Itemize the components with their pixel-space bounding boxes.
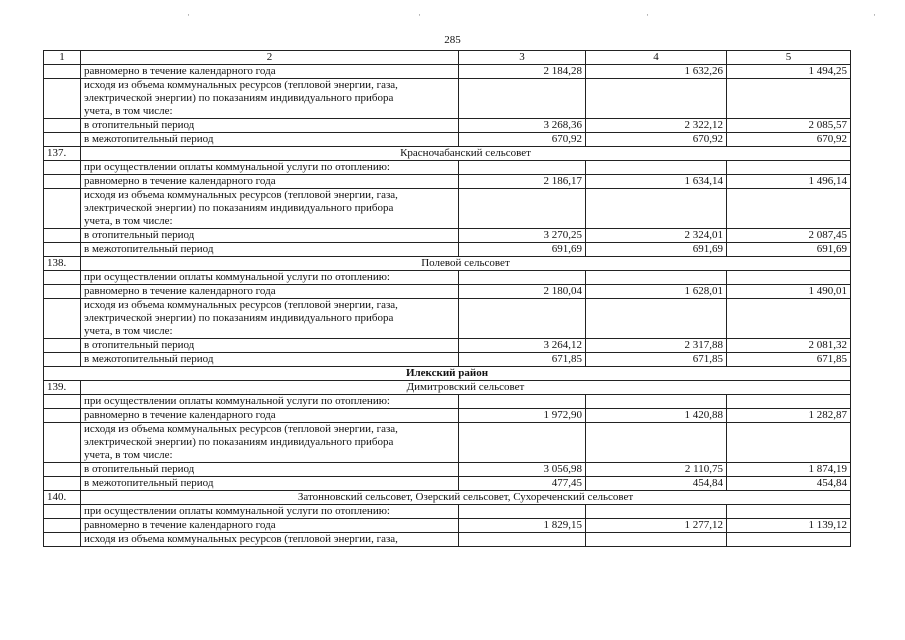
row-label: в отопительный период	[81, 339, 459, 353]
row-number-cell	[44, 409, 81, 423]
value-cell-empty	[727, 423, 851, 463]
value-cell: 1 829,15	[459, 519, 586, 533]
column-header: 5	[727, 51, 851, 65]
value-cell-empty	[459, 189, 586, 229]
table-row	[44, 229, 851, 243]
value-cell: 1 420,88	[586, 409, 727, 423]
value-cell-empty	[586, 299, 727, 339]
table-row	[44, 119, 851, 133]
value-cell: 671,85	[459, 353, 586, 367]
row-label-multiline	[81, 423, 459, 463]
label-line: исходя из объема коммунальных ресурсов (тепловой энергии, газа,	[84, 189, 398, 201]
tariff-table	[43, 50, 851, 547]
row-number-cell	[44, 423, 81, 463]
table-row	[44, 409, 851, 423]
value-cell: 2 110,75	[586, 463, 727, 477]
column-header: 2	[81, 51, 459, 65]
value-cell-empty	[459, 161, 586, 175]
row-label-multiline	[81, 79, 459, 119]
label-line: электрической энергии) по показаниям индивидуального прибора	[84, 312, 394, 324]
row-number-cell	[44, 519, 81, 533]
value-cell-empty	[727, 533, 851, 547]
table-row	[44, 463, 851, 477]
value-cell-empty	[459, 395, 586, 409]
label-line: исходя из объема коммунальных ресурсов (тепловой энергии, газа,	[84, 79, 398, 91]
table-row	[44, 285, 851, 299]
label-line: учета, в том числе:	[84, 105, 173, 117]
row-number-cell	[44, 339, 81, 353]
row-label: равномерно в течение календарного года	[81, 175, 459, 189]
value-cell: 691,69	[459, 243, 586, 257]
column-header: 4	[586, 51, 727, 65]
label-line: электрической энергии) по показаниям индивидуального прибора	[84, 202, 394, 214]
value-cell-empty	[727, 395, 851, 409]
row-number-cell	[44, 243, 81, 257]
table-row	[44, 175, 851, 189]
value-cell-empty	[727, 189, 851, 229]
label-line: исходя из объема коммунальных ресурсов (тепловой энергии, газа,	[84, 299, 398, 311]
district-title: Илекский район	[44, 367, 851, 381]
value-cell: 670,92	[727, 133, 851, 147]
row-label-multiline	[81, 189, 459, 229]
section-number: 137.	[44, 147, 81, 161]
table-row-label	[44, 271, 851, 285]
row-number-cell	[44, 189, 81, 229]
row-label: при осуществлении оплаты коммунальной услуги по отоплению:	[81, 505, 459, 519]
row-label: при осуществлении оплаты коммунальной услуги по отоплению:	[81, 271, 459, 285]
table-row	[44, 65, 851, 79]
row-label: в отопительный период	[81, 463, 459, 477]
section-number: 138.	[44, 257, 81, 271]
value-cell: 1 874,19	[727, 463, 851, 477]
value-cell: 2 322,12	[586, 119, 727, 133]
table-row	[44, 243, 851, 257]
column-header: 1	[44, 51, 81, 65]
value-cell: 2 180,04	[459, 285, 586, 299]
value-cell: 1 972,90	[459, 409, 586, 423]
value-cell: 454,84	[727, 477, 851, 491]
row-number-cell	[44, 271, 81, 285]
district-row	[44, 367, 851, 381]
table-row	[44, 339, 851, 353]
row-number-cell	[44, 133, 81, 147]
label-line: учета, в том числе:	[84, 449, 173, 461]
value-cell: 3 056,98	[459, 463, 586, 477]
value-cell-empty	[727, 505, 851, 519]
value-cell-empty	[727, 299, 851, 339]
value-cell-empty	[586, 161, 727, 175]
table-row-label	[44, 395, 851, 409]
value-cell-empty	[727, 271, 851, 285]
value-cell: 1 628,01	[586, 285, 727, 299]
label-line: исходя из объема коммунальных ресурсов (тепловой энергии, газа,	[84, 423, 398, 435]
value-cell: 2 087,45	[727, 229, 851, 243]
table-header-row	[44, 51, 851, 65]
row-label: в межотопительный период	[81, 243, 459, 257]
row-number-cell	[44, 119, 81, 133]
table-row-label	[44, 505, 851, 519]
table-row	[44, 477, 851, 491]
value-cell: 671,85	[586, 353, 727, 367]
value-cell: 477,45	[459, 477, 586, 491]
row-label: в отопительный период	[81, 119, 459, 133]
value-cell: 1 494,25	[727, 65, 851, 79]
column-header: 3	[459, 51, 586, 65]
scan-dot: ·	[873, 10, 876, 20]
value-cell: 3 264,12	[459, 339, 586, 353]
value-cell: 2 085,57	[727, 119, 851, 133]
section-number: 140.	[44, 491, 81, 505]
row-number-cell	[44, 395, 81, 409]
value-cell-empty	[586, 79, 727, 119]
row-number-cell	[44, 79, 81, 119]
page-number: 285	[444, 34, 461, 46]
value-cell: 671,85	[727, 353, 851, 367]
label-line: учета, в том числе:	[84, 325, 173, 337]
row-number-cell	[44, 175, 81, 189]
value-cell: 691,69	[727, 243, 851, 257]
row-number-cell	[44, 353, 81, 367]
label-line: электрической энергии) по показаниям индивидуального прибора	[84, 92, 394, 104]
label-line: учета, в том числе:	[84, 215, 173, 227]
row-number-cell	[44, 505, 81, 519]
scan-dot: ·	[646, 10, 649, 20]
value-cell: 1 496,14	[727, 175, 851, 189]
section-row	[44, 491, 851, 505]
table-row	[44, 519, 851, 533]
row-label: равномерно в течение календарного года	[81, 285, 459, 299]
value-cell: 670,92	[586, 133, 727, 147]
table-row-multiline	[44, 423, 851, 463]
row-number-cell	[44, 463, 81, 477]
value-cell-empty	[727, 161, 851, 175]
table-row-partial	[44, 533, 851, 547]
row-label: равномерно в течение календарного года	[81, 409, 459, 423]
value-cell: 1 634,14	[586, 175, 727, 189]
value-cell: 1 490,01	[727, 285, 851, 299]
value-cell-empty	[586, 505, 727, 519]
value-cell: 1 632,26	[586, 65, 727, 79]
table-row	[44, 133, 851, 147]
value-cell-empty	[459, 299, 586, 339]
row-number-cell	[44, 299, 81, 339]
table-row-multiline	[44, 189, 851, 229]
value-cell: 2 317,88	[586, 339, 727, 353]
scan-dot: ·	[187, 10, 190, 20]
section-title: Димитровский сельсовет	[81, 381, 851, 395]
value-cell-empty	[586, 423, 727, 463]
section-number: 139.	[44, 381, 81, 395]
value-cell: 3 270,25	[459, 229, 586, 243]
row-number-cell	[44, 229, 81, 243]
value-cell-empty	[586, 271, 727, 285]
value-cell: 2 324,01	[586, 229, 727, 243]
row-label: равномерно в течение календарного года	[81, 519, 459, 533]
value-cell: 2 186,17	[459, 175, 586, 189]
value-cell-empty	[459, 533, 586, 547]
row-number-cell	[44, 533, 81, 547]
table-row-multiline	[44, 299, 851, 339]
row-label: в межотопительный период	[81, 133, 459, 147]
section-row	[44, 147, 851, 161]
section-title: Затонновский сельсовет, Озерский сельсовет, Сухореченский сельсовет	[81, 491, 851, 505]
value-cell-empty	[459, 79, 586, 119]
value-cell-empty	[586, 395, 727, 409]
section-row	[44, 257, 851, 271]
value-cell: 3 268,36	[459, 119, 586, 133]
table-row	[44, 353, 851, 367]
label-line: электрической энергии) по показаниям индивидуального прибора	[84, 436, 394, 448]
section-row	[44, 381, 851, 395]
section-title: Красночабанский сельсовет	[81, 147, 851, 161]
value-cell: 2 184,28	[459, 65, 586, 79]
row-label: в межотопительный период	[81, 477, 459, 491]
row-label: при осуществлении оплаты коммунальной услуги по отоплению:	[81, 161, 459, 175]
row-label-multiline	[81, 299, 459, 339]
value-cell: 454,84	[586, 477, 727, 491]
row-number-cell	[44, 285, 81, 299]
scan-dot: ·	[418, 10, 421, 20]
table-row-label	[44, 161, 851, 175]
value-cell: 670,92	[459, 133, 586, 147]
section-title: Полевой сельсовет	[81, 257, 851, 271]
value-cell: 691,69	[586, 243, 727, 257]
row-number-cell	[44, 161, 81, 175]
row-label: в отопительный период	[81, 229, 459, 243]
value-cell-empty	[586, 189, 727, 229]
row-number-cell	[44, 65, 81, 79]
row-label: исходя из объема коммунальных ресурсов (тепловой энергии, газа,	[81, 533, 459, 547]
value-cell: 1 139,12	[727, 519, 851, 533]
value-cell: 1 277,12	[586, 519, 727, 533]
value-cell-empty	[459, 423, 586, 463]
value-cell: 1 282,87	[727, 409, 851, 423]
row-label: в межотопительный период	[81, 353, 459, 367]
row-label: равномерно в течение календарного года	[81, 65, 459, 79]
value-cell-empty	[727, 79, 851, 119]
value-cell-empty	[459, 271, 586, 285]
value-cell-empty	[586, 533, 727, 547]
value-cell-empty	[459, 505, 586, 519]
value-cell: 2 081,32	[727, 339, 851, 353]
row-label: при осуществлении оплаты коммунальной услуги по отоплению:	[81, 395, 459, 409]
row-number-cell	[44, 477, 81, 491]
table-row-multiline	[44, 79, 851, 119]
